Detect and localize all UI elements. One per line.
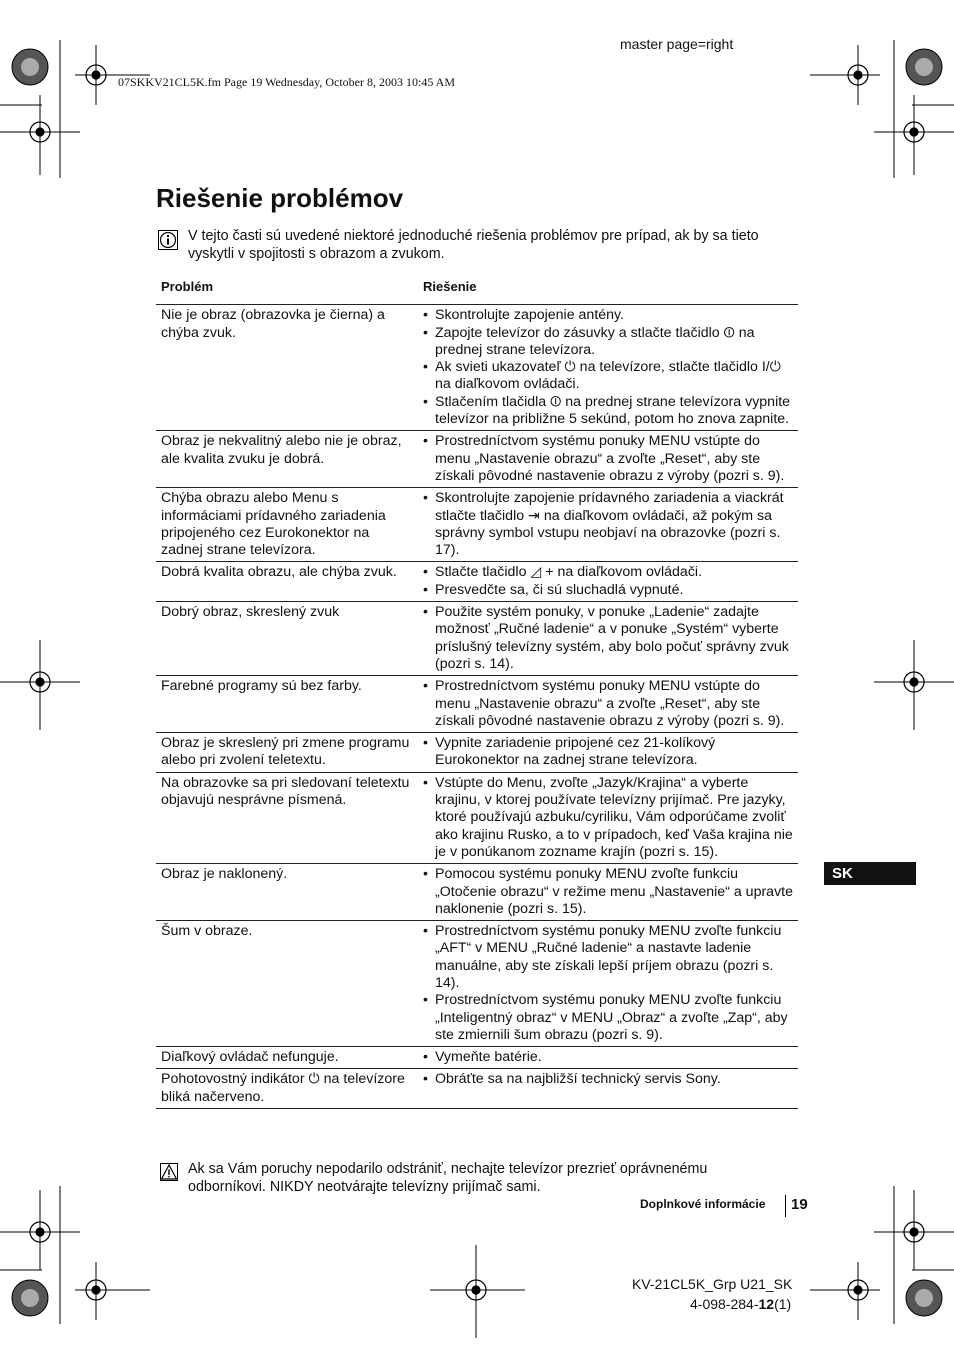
solution-cell xyxy=(418,1069,798,1109)
intro-text: V tejto časti sú uvedené niektoré jednoduché riešenia problémov pre prípad, ak by sa tieto vyskytli v spojitosti s obrazom a zvukom. xyxy=(188,228,759,262)
solution-item: • Prostredníctvom systému ponuky MENU zvoľte funkciu „Inteligentný obraz“ v MENU „Obraz“ a zvoľte „Zap“, aby ste zmiernili šum obrazu (pozri s. 9). xyxy=(423,992,793,1044)
problem-cell: Obraz je skreslený pri zmene programu alebo pri zvolení teletextu. xyxy=(156,733,418,773)
table-row xyxy=(156,488,798,562)
model-code: KV-21CL5K_Grp U21_SK xyxy=(632,1276,793,1292)
column-header-solution: Riešenie xyxy=(418,276,798,305)
table-row xyxy=(156,676,798,733)
table-row xyxy=(156,431,798,488)
solution-item: • Prostredníctvom systému ponuky MENU zvoľte funkciu „AFT“ v MENU „Ručné ladenie“ a nastavte ladenie manuálne, aby ste získali lepší príjem obrazu (pozri s. 14). xyxy=(423,923,793,992)
solution-list xyxy=(423,1071,793,1088)
table-row xyxy=(156,602,798,676)
footer-section-title: Doplnkové informácie xyxy=(640,1197,766,1211)
master-page-label: master page=right xyxy=(620,36,734,52)
solution-list xyxy=(423,678,793,730)
solution-cell xyxy=(418,921,798,1047)
table-row xyxy=(156,562,798,602)
solution-cell xyxy=(418,772,798,863)
solution-item: • Skontrolujte zapojenie prídavného zariadenia a viackrát stlačte tlačidlo ⇥ na diaľkovom ovládači, až pokým sa správny symbol vstupu neobjaví na obrazovke (pozri s. 17). xyxy=(423,490,793,559)
solution-item: • Prostredníctvom systému ponuky MENU vstúpte do menu „Nastavenie obrazu“ a zvoľte „Reset“, aby ste získali pôvodné nastavenie obrazu z výroby (pozri s. 9). xyxy=(423,678,793,730)
problem-cell: Na obrazovke sa pri sledovaní teletextu objavujú nesprávne písmená. xyxy=(156,772,418,863)
problem-cell: Nie je obraz (obrazovka je čierna) a chýba zvuk. xyxy=(156,305,418,431)
problem-cell: Obraz je naklonený. xyxy=(156,864,418,921)
warning-icon xyxy=(160,1163,178,1181)
table-header-row xyxy=(156,276,798,305)
solution-cell xyxy=(418,562,798,602)
solution-item: • Použite systém ponuky, v ponuke „Ladenie“ zadajte možnosť „Ručné ladenie“ a v ponuke „Systém“ vyberte príslušný televízny systém, aby bolo počuť správny zvuk (pozri s. 14). xyxy=(423,604,793,673)
solution-item: • Ak svieti ukazovateľ ⏻ na televízore, stlačte tlačidlo I/⏻ na diaľkovom ovládači. xyxy=(423,359,793,394)
solution-cell xyxy=(418,1047,798,1069)
problem-cell: Šum v obraze. xyxy=(156,921,418,1047)
solution-list xyxy=(423,775,793,861)
table-body xyxy=(156,305,798,1109)
solution-list xyxy=(423,433,793,485)
solution-list xyxy=(423,604,793,673)
solution-item: • Presvedčte sa, či sú sluchadlá vypnuté. xyxy=(423,582,793,599)
problem-cell: Chýba obrazu alebo Menu s informáciami prídavného zariadenia pripojeného cez Eurokonektor na zadnej strane televízora. xyxy=(156,488,418,562)
solution-item: • Stlačte tlačidlo ◿ + na diaľkovom ovládači. xyxy=(423,564,793,581)
page-number: 19 xyxy=(791,1196,808,1213)
solution-item: • Stlačením tlačidla ⏼ na prednej strane televízora vypnite televízor na približne 5 sekúnd, potom ho znova zapnite. xyxy=(423,394,793,429)
problem-cell: Dobrý obraz, skreslený zvuk xyxy=(156,602,418,676)
solution-list xyxy=(423,923,793,1044)
warning-text: Ak sa Vám poruchy nepodarilo odstrániť, nechajte televízor prezrieť oprávnenému odborníkovi. NIKDY neotvárajte televízny prijímač sami. xyxy=(188,1161,708,1195)
solution-list xyxy=(423,307,793,428)
solution-list xyxy=(423,866,793,918)
page-title: Riešenie problémov xyxy=(156,183,404,213)
language-tab: SK xyxy=(824,862,916,885)
solution-list xyxy=(423,490,793,559)
document-code: 4-098-284-12(1) xyxy=(690,1296,792,1312)
table-row xyxy=(156,733,798,773)
table-row xyxy=(156,1047,798,1069)
table-row xyxy=(156,772,798,863)
solution-list xyxy=(423,564,793,599)
solution-cell xyxy=(418,602,798,676)
column-header-problem: Problém xyxy=(156,276,418,305)
problem-cell: Obraz je nekvalitný alebo nie je obraz, ale kvalita zvuku je dobrá. xyxy=(156,431,418,488)
solution-cell xyxy=(418,431,798,488)
solution-list xyxy=(423,735,793,770)
solution-item: • Prostredníctvom systému ponuky MENU vstúpte do menu „Nastavenie obrazu“ a zvoľte „Reset“, aby ste získali pôvodné nastavenie obrazu z výroby (pozri s. 9). xyxy=(423,433,793,485)
table-row xyxy=(156,1069,798,1109)
troubleshooting-table xyxy=(156,276,798,1109)
file-info: 07SKKV21CL5K.fm Page 19 Wednesday, October 8, 2003 10:45 AM xyxy=(118,75,456,89)
problem-cell: Dobrá kvalita obrazu, ale chýba zvuk. xyxy=(156,562,418,602)
solution-cell xyxy=(418,305,798,431)
solution-item: • Pomocou systému ponuky MENU zvoľte funkciu „Otočenie obrazu“ v režime menu „Nastavenie“ a upravte naklonenie (pozri s. 15). xyxy=(423,866,793,918)
solution-item: • Obráťte sa na najbližší technický servis Sony. xyxy=(423,1071,793,1088)
footer-divider xyxy=(785,1195,786,1217)
solution-item: • Skontrolujte zapojenie antény. xyxy=(423,307,793,324)
solution-item: • Vstúpte do Menu, zvoľte „Jazyk/Krajina“ a vyberte krajinu, v ktorej používate televízny prijímač. Pre jazyky, ktoré používajú azbuku/cyriliku, Vám odporúčame zvoliť ako krajinu Rusko, a to v prípadoch, keď Vaša krajina nie je v ponúkanom zozname krajín (pozri s. 15). xyxy=(423,775,793,861)
problem-cell: Diaľkový ovládač nefunguje. xyxy=(156,1047,418,1069)
table-row xyxy=(156,305,798,431)
table-row xyxy=(156,921,798,1047)
problem-cell: Pohotovostný indikátor ⏻ na televízore bliká načerveno. xyxy=(156,1069,418,1109)
solution-list xyxy=(423,1049,793,1066)
solution-cell xyxy=(418,488,798,562)
solution-cell xyxy=(418,864,798,921)
solution-item: • Vypnite zariadenie pripojené cez 21-kolíkový Eurokonektor na zadnej strane televízora. xyxy=(423,735,793,770)
solution-item: • Zapojte televízor do zásuvky a stlačte tlačidlo ⏼ na prednej strane televízora. xyxy=(423,325,793,360)
problem-cell: Farebné programy sú bez farby. xyxy=(156,676,418,733)
solution-cell xyxy=(418,733,798,773)
table-row xyxy=(156,864,798,921)
solution-item: • Vymeňte batérie. xyxy=(423,1049,793,1066)
solution-cell xyxy=(418,676,798,733)
info-icon xyxy=(158,230,178,250)
